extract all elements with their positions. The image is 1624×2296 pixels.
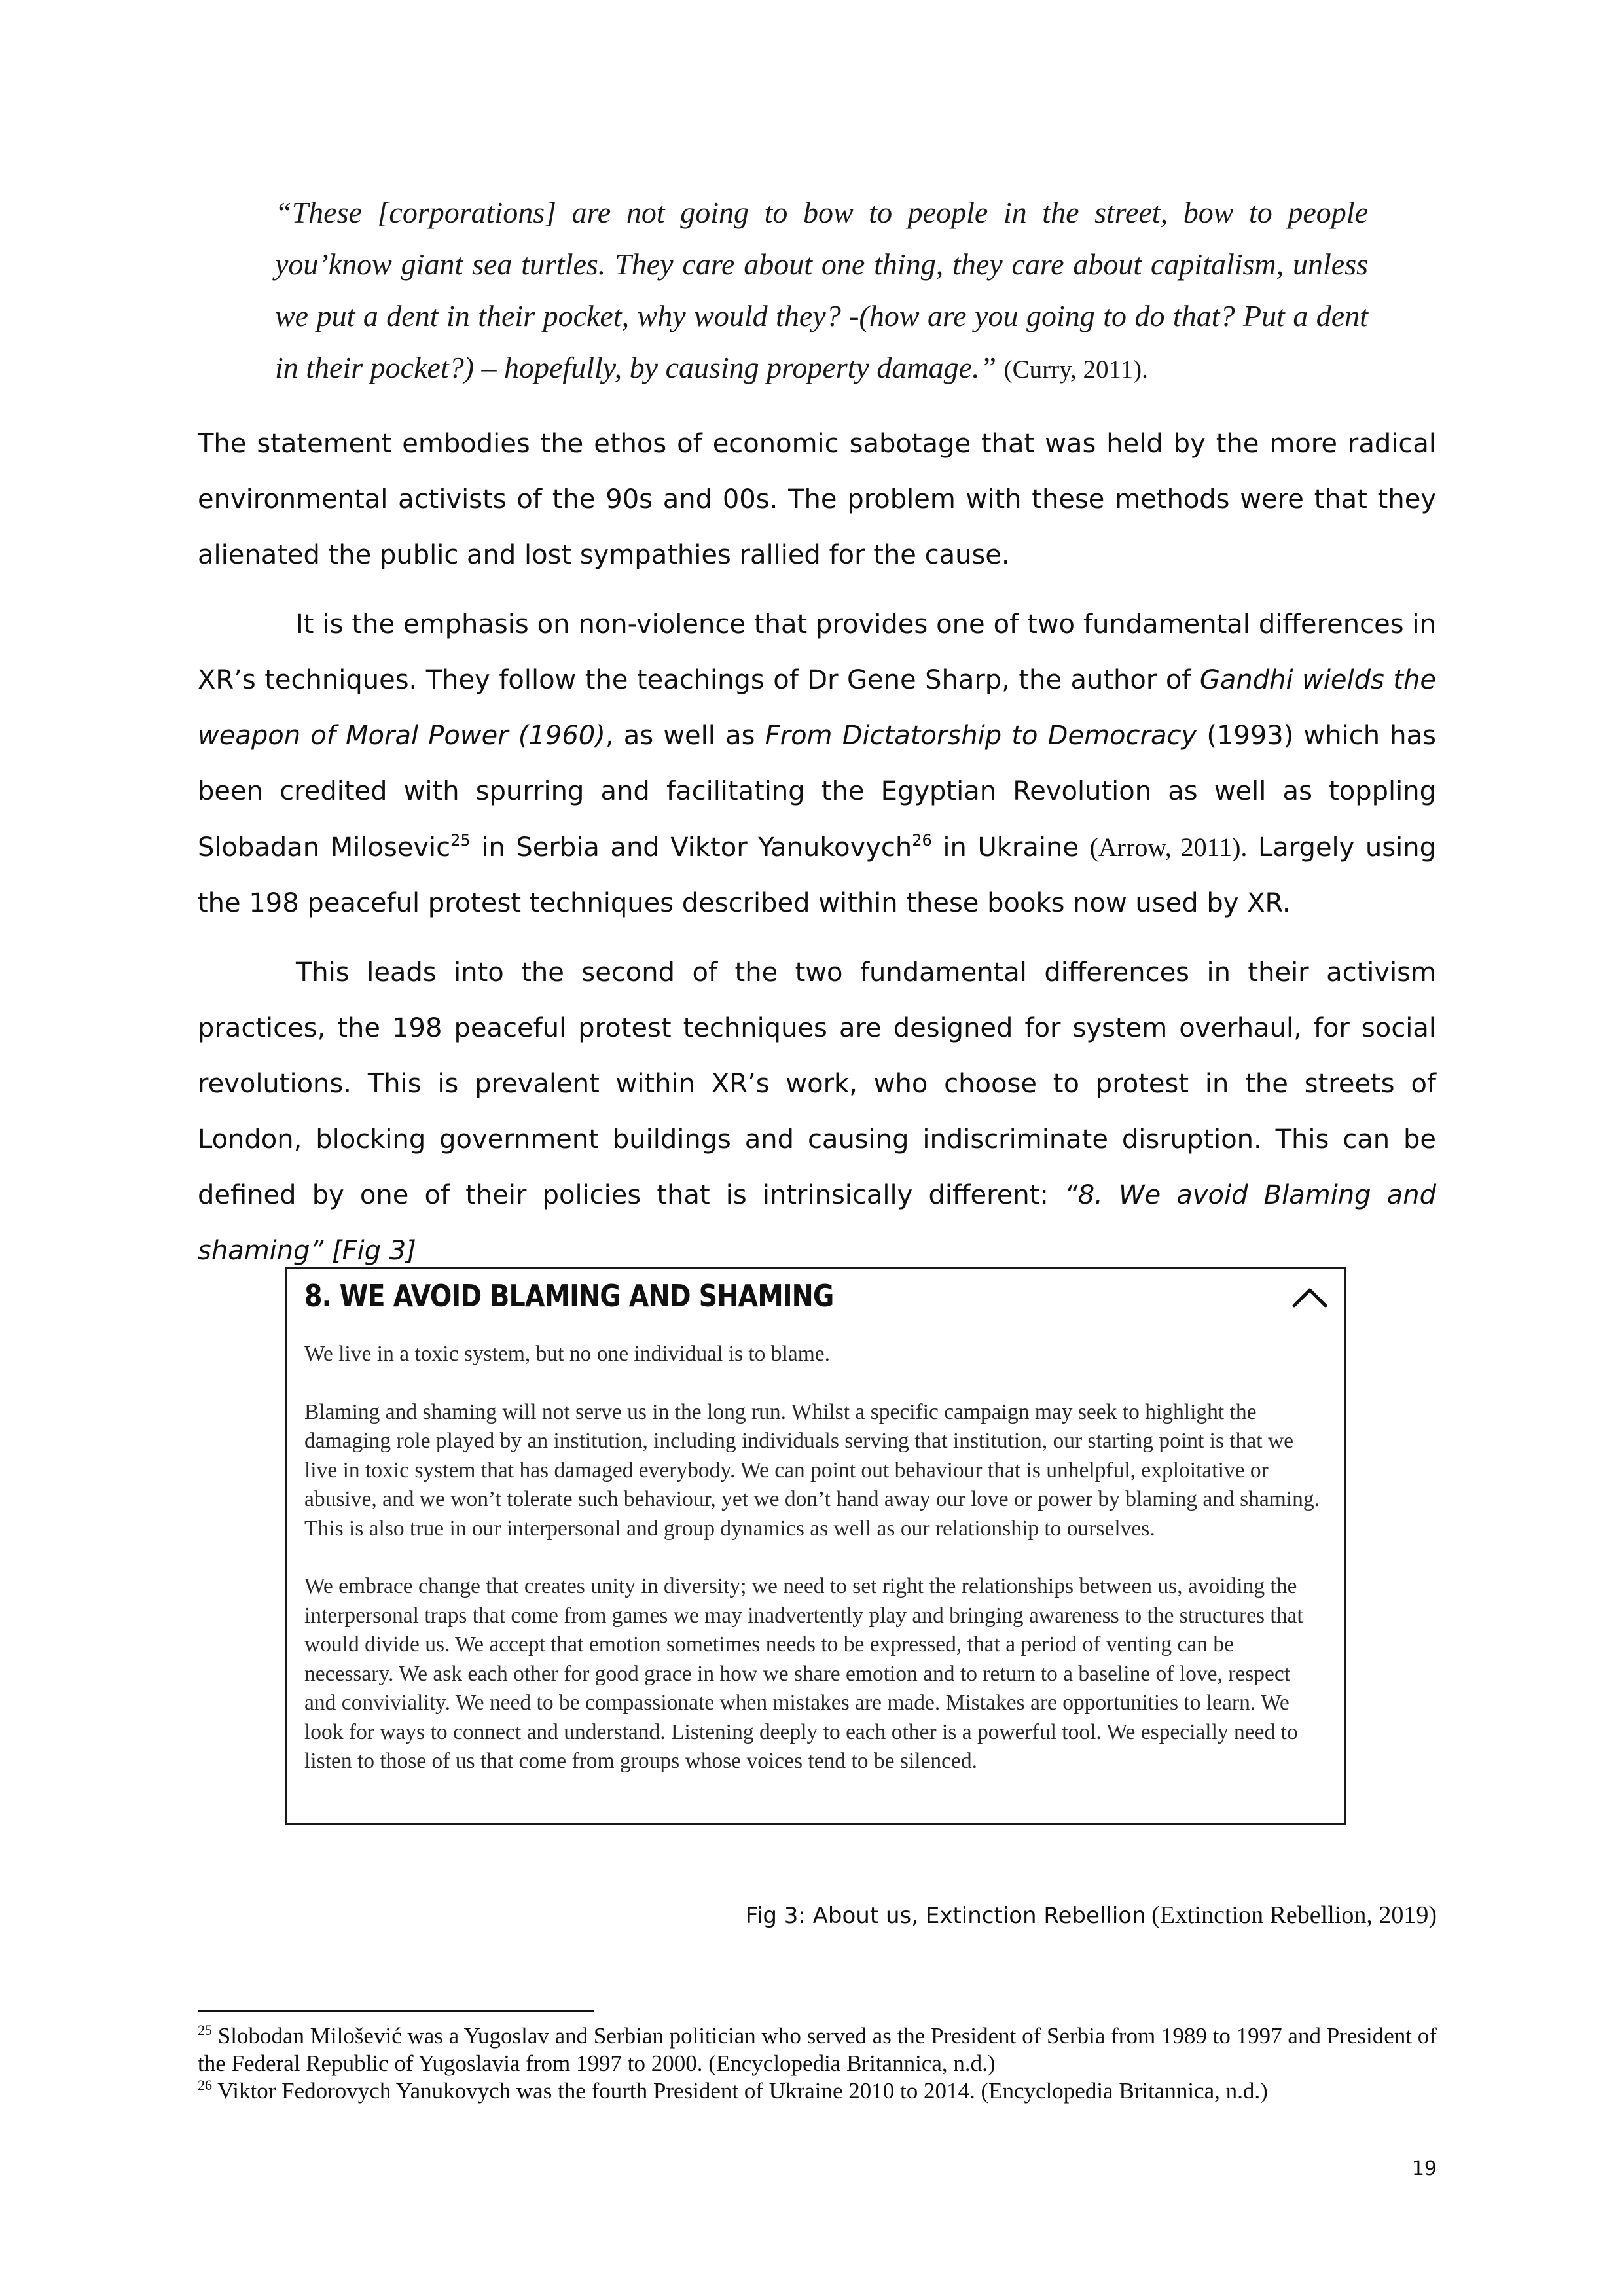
caption-citation: (Extinction Rebellion, 2019) (1151, 1901, 1437, 1929)
p2-text-6: Largely using the 198 peaceful protest techniques described within these books now used by XR. (198, 833, 1436, 918)
paragraph-1: The statement embodies the ethos of economic sabotage that was held by the more radical environmental activists of the 90s and 00s. The problem with these methods were that they alienated the public and lost sympathies rallied for the cause. (198, 429, 1436, 570)
p3-text: This leads into the second of the two fundamental differences in their activism practices, the 198 peaceful protest techniques are designed for system overhaul, for social revolutions. This is prevalent within XR’s work, who choose to protest in the streets of London, blocking government buildings and causing indiscriminate disruption. This can be defined by one of their policies that is intrinsically different: (198, 958, 1436, 1210)
footnote-text: Viktor Fedorovych Yanukovych was the fourth President of Ukraine 2010 to 2014. (Encyclopedia Britannica, n.d.) (217, 2078, 1268, 2104)
figure-title: 8. WE AVOID BLAMING AND SHAMING (304, 1278, 834, 1314)
footnote-text: Slobodan Milošević was a Yugoslav and Serbian politician who served as the President of Serbia from 1989 to 1997 and President of the Federal Republic of Yugoslavia from 1997 to 2000. (Encyclopedia Britannica, n.d.) (198, 2023, 1437, 2076)
paragraph-2 (198, 597, 1436, 931)
footnote-number: 25 (198, 2022, 212, 2038)
footnote-divider (198, 2010, 594, 2012)
footnote-number: 26 (198, 2077, 212, 2093)
figure-caption (746, 1901, 1437, 1929)
paragraph-3 (198, 945, 1436, 1279)
footnote-25 (198, 2022, 1441, 2077)
caption-label: Fig 3: About us, Extinction Rebellion (745, 1903, 1146, 1929)
figure-paragraph: We live in a toxic system, but no one individual is to blame. (304, 1342, 831, 1366)
p2-text-5: in Ukraine (931, 833, 1090, 863)
quote-text: “These [corporations] are not going to bow to people in the street, bow to people you’know giant sea turtles. They care about one thing, they care about capitalism, unless we put a dent in their pocket, why would they? -(how are you going to do that? Put a dent in their pocket?) – hopefully, by causing property damage.” (275, 196, 1368, 384)
footnote-ref-26[interactable]: 26 (912, 831, 932, 850)
block-quote (275, 187, 1368, 395)
footnote-ref-25[interactable]: 25 (450, 831, 471, 850)
p2-text-4: in Serbia and Viktor Yanukovych (470, 833, 912, 863)
p2-text-2: , as well as (605, 721, 765, 751)
p2-text-1: It is the emphasis on non-violence that provides one of two fundamental differences in XR’s techniques. They follow the teachings of Dr Gene Sharp, the author of (198, 609, 1436, 695)
page-number: 19 (1411, 2157, 1437, 2180)
footnotes (198, 2022, 1441, 2105)
book-title-gandhi: Gandhi wields the weapon of Moral Power (1960) (198, 665, 1436, 751)
p2-text-3: (1993) which has been credited with spurring and facilitating the Egyptian Revolution as well as toppling Slobadan Milosevic (198, 721, 1436, 863)
chevron-up-icon[interactable] (1290, 1283, 1329, 1310)
figure-body (304, 1340, 1326, 1805)
figure-paragraph: We embrace change that creates unity in diversity; we need to set right the relationships between us, avoiding the interpersonal traps that come from games we may inadvertently play and bringing awareness to the structures that would divide us. We accept that emotion sometimes needs to be expressed, that a period of venting can be necessary. We ask each other for good grace in how we share emotion and to return to a baseline of love, respect and conviviality. We need to be compassionate when mistakes are made. Mistakes are opportunities to learn. We look for ways to connect and understand. Listening deeply to each other is a powerful tool. We especially need to listen to those of us that come from groups whose voices tend to be silenced. (304, 1574, 1303, 1773)
p2-citation: (Arrow, 2011). (1089, 833, 1248, 862)
p3-policy-quote: “8. We avoid Blaming and shaming” [Fig 3] (198, 1180, 1436, 1266)
quote-citation: (Curry, 2011). (1003, 355, 1148, 384)
footnote-26 (198, 2077, 1441, 2105)
figure-paragraph: Blaming and shaming will not serve us in the long run. Whilst a specific campaign may seek to highlight the damaging role played by an institution, including individuals serving that institution, our starting point is that we live in toxic system that has damaged everybody. We can point out behaviour that is unhelpful, exploitative or abusive, and we won’t tolerate such behaviour, yet we don’t hand away our love or power by blaming and shaming. This is also true in our interpersonal and group dynamics as well as our relationship to ourselves. (304, 1399, 1320, 1541)
figure-3-screenshot (285, 1267, 1346, 1825)
book-title-dictatorship: From Dictatorship to Democracy (765, 721, 1197, 751)
